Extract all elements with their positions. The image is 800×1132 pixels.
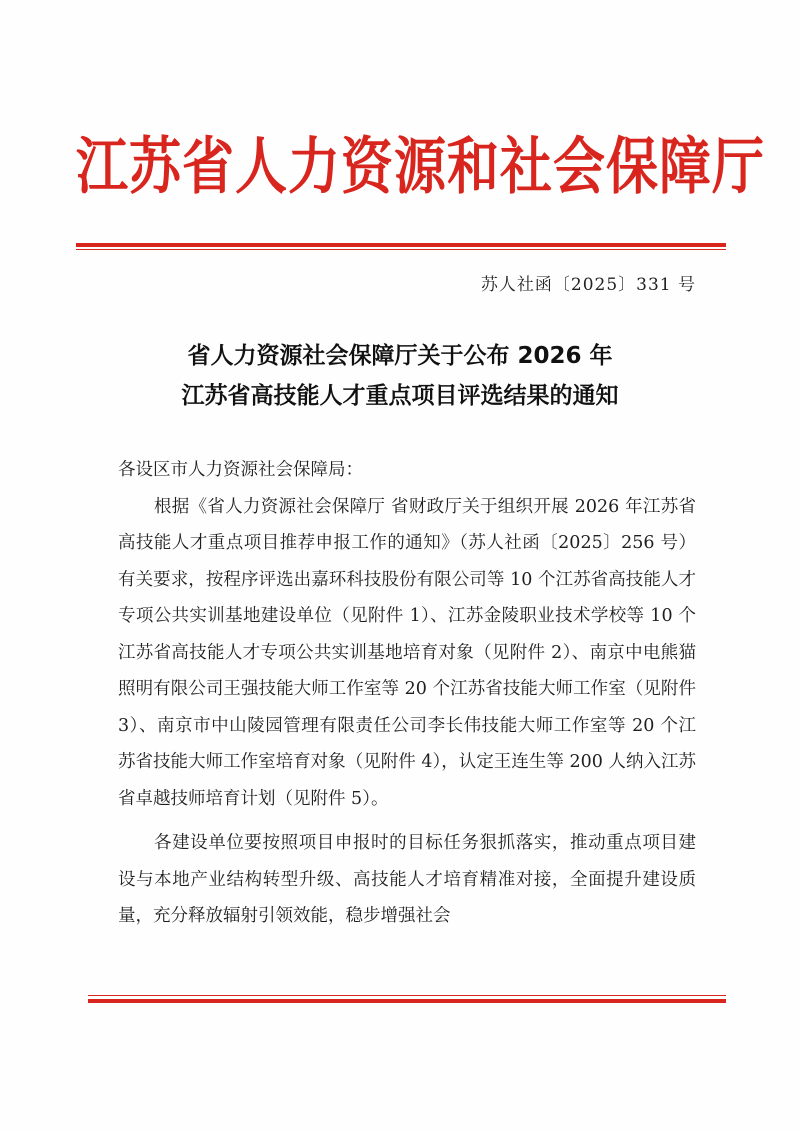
agency-header: 江苏省人力资源和社会保障厅 [76, 130, 766, 203]
body-paragraph-2: 各建设单位要按照项目申报时的目标任务狠抓落实，推动重点项目建设与本地产业结构转型升级、高技能人才培育精准对接，全面提升建设质量，充分释放辐射引领效能，稳步增强社会 [118, 833, 696, 926]
footer-divider-thin [88, 995, 726, 996]
header-divider-thin [76, 249, 726, 250]
document-body [118, 452, 696, 935]
document-title [100, 336, 700, 416]
header-divider-thick [76, 243, 726, 247]
salutation: 各设区市人力资源社会保障局： [118, 460, 363, 480]
document-number: 苏人社函〔2025〕331 号 [480, 275, 696, 295]
footer-divider-thick [88, 999, 726, 1003]
document-title-line-2: 江苏省高技能人才重点项目评选结果的通知 [181, 383, 619, 409]
document-title-line-1: 省人力资源社会保障厅关于公布 2026 年 [187, 343, 613, 369]
body-paragraph-1: 根据《省人力资源社会保障厅 省财政厅关于组织开展 2026 年江苏省高技能人才重点项目推荐申报工作的通知》（苏人社函〔2025〕256 号）有关要求，按程序评选出嘉环科技股份有限公司等 10 个江苏省高技能人才专项公共实训基地建设单位（见附件 1）、江苏金陵职业技术学校等 10 个江苏省高技能人才专项公共实训基地培育对象（见附件 2）、南京中电熊猫照明有限公司王强技能大师工作室等 20 个江苏省技能大师工作室（见附件 3）、南京市中山陵园管理有限责任公司李长伟技能大师工作室等 20 个江苏省技能大师工作室培育对象（见附件 4），认定王连生等 200 人纳入江苏省卓越技师培育计划（见附件 5）。 [118, 496, 696, 809]
